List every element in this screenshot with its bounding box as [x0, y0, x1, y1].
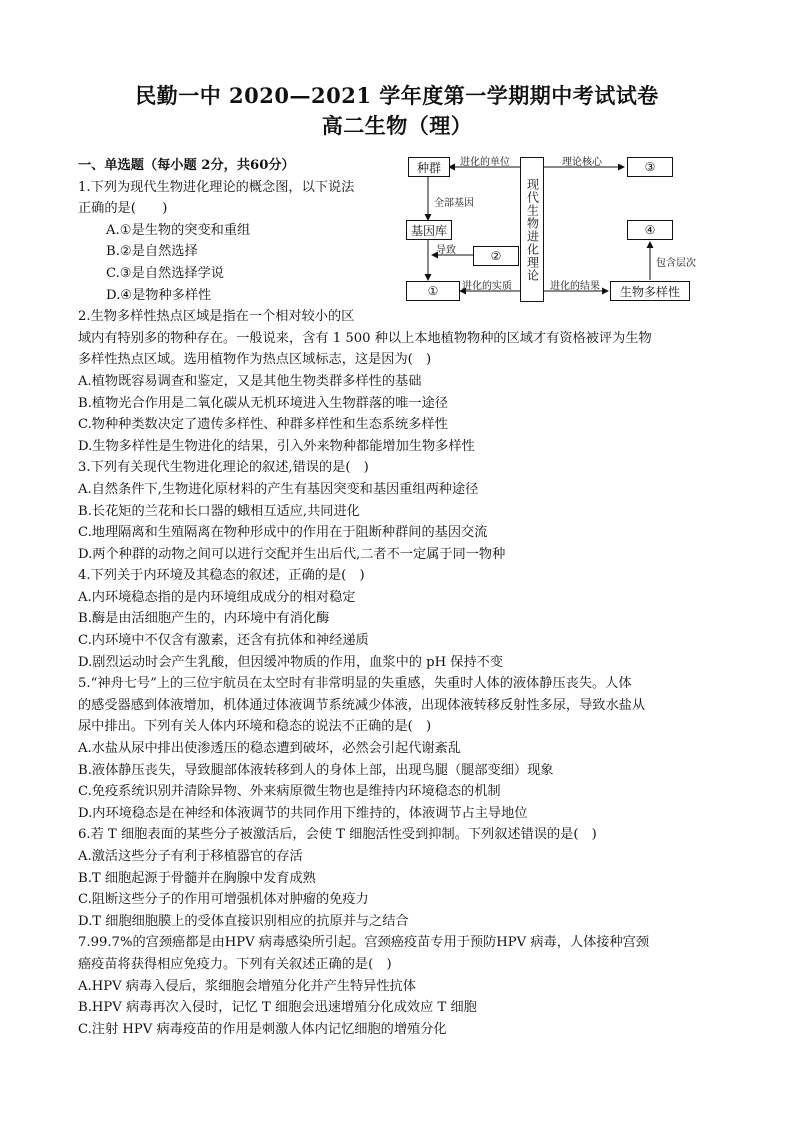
text-line: C.物种种类数决定了遗传多样性、种群多样性和生态系统多样性 [78, 417, 448, 433]
text-line: A.水盐从尿中排出使渗透压的稳态遭到破坏，必然会引起代谢紊乱 [78, 741, 461, 757]
box-3: ③ [627, 157, 673, 177]
text-line: B.②是自然选择 [106, 244, 198, 260]
text-line: 6.若 T 细胞表面的某些分子被激活后，会使 T 细胞活性受到抑制。下列叙述错误的是( ) [78, 827, 597, 843]
edge-label-essence: 进化的实质 [462, 281, 512, 292]
page-subtitle: 高二生物（理） [321, 113, 473, 138]
text-line: B.HPV 病毒再次入侵时，记忆 T 细胞会迅速增殖分化成效应 T 细胞 [78, 1000, 477, 1016]
edge-label-result: 进化的结果 [550, 281, 600, 292]
text-line: D.剧烈运动时会产生乳酸，但因缓冲物质的作用，血浆中的 pH 保持不变 [78, 654, 504, 670]
edge-label-core: 理论核心 [562, 157, 602, 168]
text-line: A.激活这些分子有利于移植器官的存活 [78, 849, 303, 864]
text-line: B.酶是由活细胞产生的，内环境中有消化酶 [78, 611, 330, 627]
page-title: 民勤一中 2020—2021 学年度第一学期期中考试试卷 [135, 83, 659, 108]
text-line: D.生物多样性是生物进化的结果，引入外来物种都能增加生物多样性 [78, 438, 475, 454]
section-heading: 一、单选题（每小题 2分，共60分） [78, 158, 295, 173]
edge-label-unit: 进化的单位 [460, 157, 510, 168]
text-line: 正确的是( ) [78, 201, 168, 217]
text-line: B.长花矩的兰花和长口器的蛾相互适应,共同进化 [78, 503, 360, 519]
text-line: 癌疫苗将获得相应免疫力。下列有关叙述正确的是( ) [78, 956, 392, 972]
box-1: ① [406, 281, 460, 301]
text-line: 1.下列为现代生物进化理论的概念图，以下说法 [78, 179, 355, 195]
text-line: C.地理隔离和生殖隔离在物种形成中的作用在于阻断种群间的基因交流 [78, 525, 488, 541]
text-line: C.阻断这些分子的作用可增强机体对肿瘤的免疫力 [78, 892, 369, 908]
text-line: 4.下列关于内环境及其稳态的叙述，正确的是( ) [78, 568, 365, 584]
text-line: C.免疫系统识别并清除异物、外来病原微生物也是维持内环境稳态的机制 [78, 784, 501, 800]
text-line: D.T 细胞细胞膜上的受体直接识别相应的抗原并与之结合 [78, 913, 409, 929]
text-line: B.T 细胞起源于骨髓并在胸腺中发育成熟 [78, 870, 316, 886]
text-line: 尿中排出。下列有关人体内环境和稳态的说法不正确的是( ) [78, 719, 432, 735]
text-line: D.④是物种多样性 [106, 287, 212, 303]
text-line: D.内环境稳态是在神经和体液调节的共同作用下维持的，体液调节占主导地位 [78, 805, 528, 821]
text-line: D.两个种群的动物之间可以进行交配并生出后代,二者不一定属于同一物种 [78, 546, 506, 562]
concept-diagram [400, 150, 720, 310]
text-line: 域内有特别多的物种存在。一般说来，含有 1 500 种以上本地植物物种的区域才有资格被评为生物 [78, 330, 652, 346]
text-line: 5.“神舟七号”上的三位宇航员在太空时有非常明显的失重感，失重时人体的液体静压丧失。人体 [78, 676, 632, 692]
text-line: C.注射 HPV 病毒疫苗的作用是刺激人体内记忆细胞的增殖分化 [78, 1021, 447, 1037]
text-line: C.③是自然选择学说 [106, 265, 224, 281]
box-center-theory: 现代生物进化理论 [520, 157, 544, 302]
text-line: B.液体静压丧失，导致腿部体液转移到人的身体上部，出现鸟腿（腿部变细）现象 [78, 762, 554, 778]
edge-label-all-genes: 全部基因 [434, 198, 474, 209]
edge-label-levels: 包含层次 [656, 258, 696, 269]
text-line: A.植物既容易调查和鉴定，又是其他生物类群多样性的基础 [78, 373, 422, 389]
text-line: 的感受器感到体液增加，机体通过体液调节系统减少体液，出现体液转移反射性多尿，导致水盐从 [78, 697, 646, 713]
text-line: B.植物光合作用是二氧化碳从无机环境进入生物群落的唯一途径 [78, 395, 448, 411]
text-line: A.自然条件下,生物进化原材料的产生有基因突变和基因重组两种途径 [78, 481, 479, 497]
text-line: A.①是生物的突变和重组 [106, 222, 251, 238]
box-biodiversity: 生物多样性 [610, 281, 690, 301]
text-line: 7.99.7%的宫颈癌都是由HPV 病毒感染所引起。宫颈癌疫苗专用于预防HPV 病毒，人体接种宫颈 [78, 935, 650, 951]
text-line: 多样性热点区域。选用植物作为热点区域标志，这是因为( ) [78, 352, 432, 368]
text-line: C.内环境中不仅含有激素，还含有抗体和神经递质 [78, 633, 369, 649]
text-line: 2.生物多样性热点区域是指在一个相对较小的区 [78, 309, 355, 325]
text-line: 3.下列有关现代生物进化理论的叙述,错误的是( ) [78, 460, 369, 476]
text-line: A.HPV 病毒入侵后，浆细胞会增殖分化并产生特异性抗体 [78, 978, 416, 994]
edge-label-leads: 导致 [436, 245, 456, 256]
box-4: ④ [627, 220, 673, 240]
box-2: ② [473, 246, 519, 266]
box-population: 种群 [408, 157, 450, 177]
box-gene-pool: 基因库 [406, 220, 452, 240]
text-line: A.内环境稳态指的是内环境组成成分的相对稳定 [78, 589, 356, 605]
